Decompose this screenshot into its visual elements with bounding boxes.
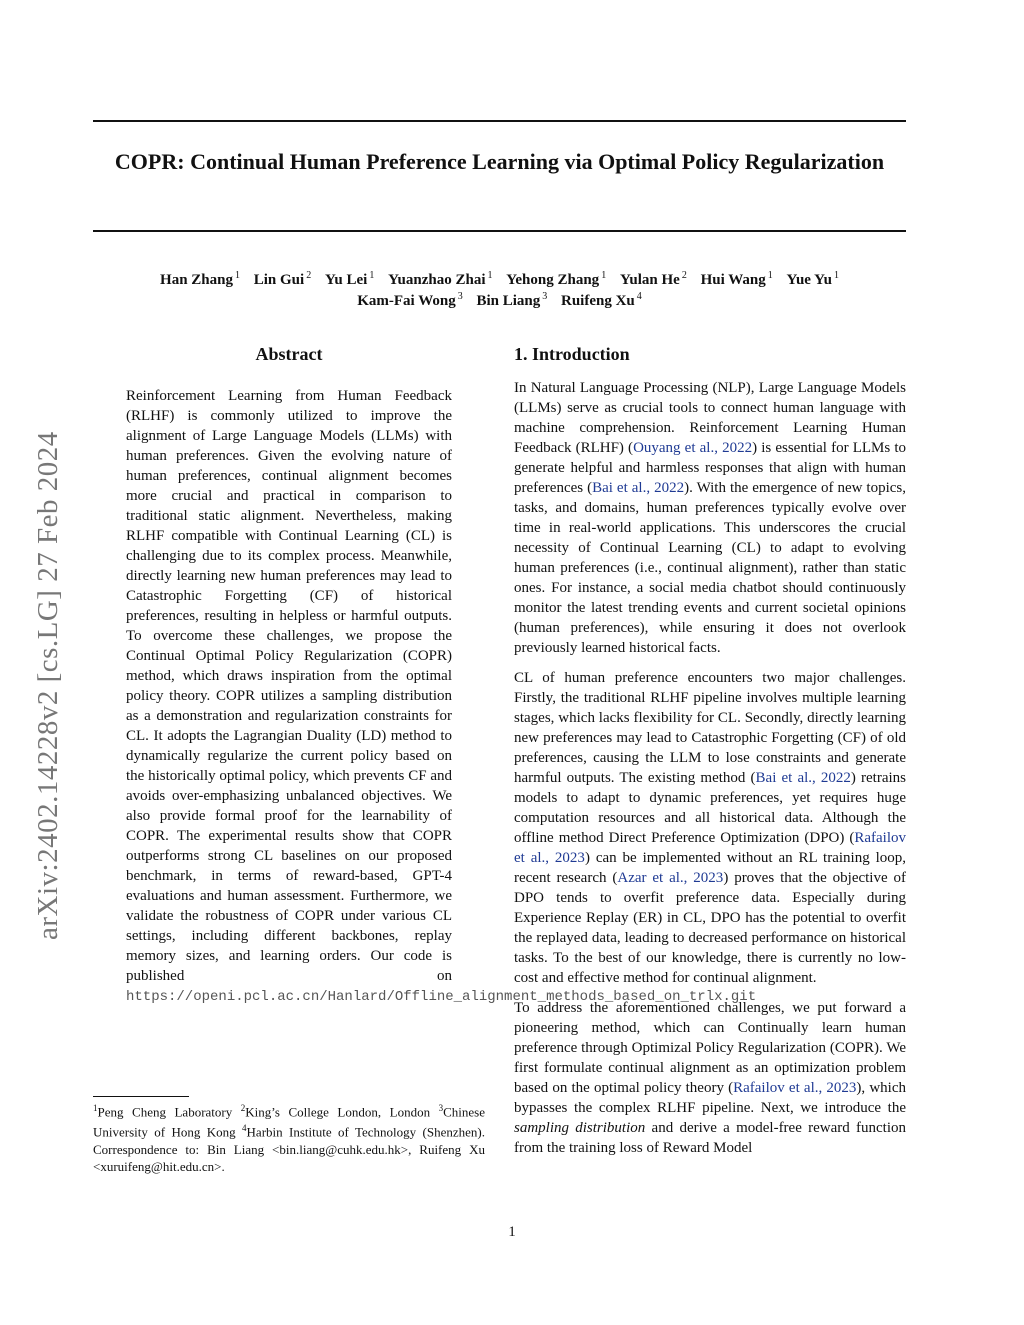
citation-link[interactable]: Rafailov et al., 2023 [514,830,906,866]
paragraph: To address the aforementioned challenges, we put forward a pioneering method, which can Continually learn human preference through Optimizal Policy Regularization (COPR). We first formulate continual alignment as an optimization problem based on the optimal policy theory (Rafailov et al., 2023), which bypasses the complex RLHF pipeline. Next, we introduce the sampling distribution and derive a model-free reward function from the training loss of Reward Model [514,1000,906,1156]
author: Lin Gui $^2$ [253,270,312,288]
bottom-rule [93,230,906,232]
author: Yu Lei $^1$ [324,270,375,288]
author: Yehong Zhang $^1$ [506,270,607,288]
right-column [514,342,906,1168]
author-line-2 [93,287,906,311]
affiliations-footnote: $^1$Peng Cheng Laboratory $^2$King’s College London, London $^3$Chinese University of Hong Kong $^4$Harbin Institute of Technology (Shenzhen). Correspondence to: Bin Liang <bin.liang@cuhk.edu.hk>, Ruifeng Xu <xuruifeng@hit.edu.cn>. [93,1103,485,1174]
code-repository-link[interactable]: https://openi.pcl.ac.cn/Hanlard/Offline_alignment_methods_based_on_trlx.git [126,989,757,1005]
author: Kam-Fai Wong $^3$ [357,291,463,309]
abstract-heading: Abstract [255,344,323,364]
footnote-rule [93,1096,189,1097]
introduction-text [514,378,906,1158]
author: Bin Liang $^3$ [476,291,548,309]
top-rule [93,120,906,122]
page-number: 1 [508,1224,516,1240]
citation-link[interactable]: Bai et al., 2022 [755,770,851,786]
paper-title: COPR: Continual Human Preference Learning via Optimal Policy Regularization [114,149,885,174]
paragraph: In Natural Language Processing (NLP), Large Language Models (LLMs) serve as crucial tools to connect human language with machine comprehension. Reinforcement Learning Human Feedback (RLHF) (Ouyang et al., 2022) is essential for LLMs to generate helpful and harmless responses that align with human preferences (Bai et al., 2022). With the emergence of new topics, tasks, and domains, human preferences typically evolve over time in real-world applications. This underscores the crucial necessity of Continual Learning (CL) to adapt to evolving human preferences (i.e., continual alignment), rather than static ones. For instance, a social media chatbot should continuously monitor the latest trending events and current societal opinions (human preferences), while ensuring it does not overlook previously learned historical facts. [514,380,907,656]
author: Yue Yu $^1$ [786,270,839,288]
citation-link[interactable]: Bai et al., 2022 [592,480,685,496]
author: Yulan He $^2$ [619,270,687,288]
citation-link[interactable]: Rafailov et al., 2023 [733,1080,857,1096]
paragraph: CL of human preference encounters two major challenges. Firstly, the traditional RLHF pipeline involves multiple learning stages, which lacks flexibility for CL. Secondly, directly learning new preferences may lead to Catastrophic Forgetting (CF) of old preferences, causing the LLM to lose constraints and generate harmful outputs. The existing method (Bai et al., 2022) retrains models to adapt to dynamic preferences, yet requires huge computation resources and all historical data. Although the offline method Direct Preference Optimization (DPO) (Rafailov et al., 2023) can be implemented without an RL training loop, recent research (Azar et al., 2023) proves that the objective of DPO tends to overfit preference data. Especially during Experience Replay (ER) in CL, DPO has the potential to overfit the replayed data, leading to decreased performance on historical tasks. To the best of our knowledge, there is currently no low-cost and effective method for continual alignment. [514,670,907,986]
author: Han Zhang $^1$ [160,270,240,288]
introduction-heading: 1. Introduction [514,344,630,364]
author: Ruifeng Xu $^4$ [561,291,642,309]
citation-link[interactable]: Azar et al., 2023 [617,870,724,886]
author: Yuanzhao Zhai $^1$ [388,270,493,288]
abstract-text: Reinforcement Learning from Human Feedback (RLHF) is commonly utilized to improve the alignment of Large Language Models (LLMs) with human preferences. Given the evolving nature of human preferences, continual alignment becomes more crucial and practical in comparison to traditional static alignment. Nevertheless, making RLHF compatible with Continual Learning (CL) is challenging due to its complex process. Meanwhile, directly learning new human preferences may lead to Catastrophic Forgetting (CF) of historical preferences, resulting in helpless or harmful outputs. To overcome these challenges, we propose the Continual Optimal Policy Regularization (COPR) method, which draws inspiration from the optimal policy theory. COPR utilizes a sampling distribution as a demonstration and regularization constraints for CL. It adopts the Lagrangian Duality (LD) method to dynamically regularize the current policy based on the historically optimal policy, which prevents CF and avoids over-emphasizing unbalanced objectives. We also provide formal proof for the learnability of COPR. The experimental results show that COPR outperforms strong CL baselines on our proposed benchmark, in terms of reward-based, GPT-4 evaluations and human assessment. Furthermore, we validate the robustness of COPR under various CL settings, including different backbones, replay memory sizes, and learning orders. Our code is published on https://openi.pcl.ac.cn/Hanlard/Offline_alignment_methods_based_on_trlx.git [126,388,757,1005]
citation-link[interactable]: Ouyang et al., 2022 [633,440,753,456]
author: Hui Wang $^1$ [700,270,773,288]
arxiv-identifier: arXiv:2402.14228v2 [cs.LG] 27 Feb 2024 [32,431,64,940]
